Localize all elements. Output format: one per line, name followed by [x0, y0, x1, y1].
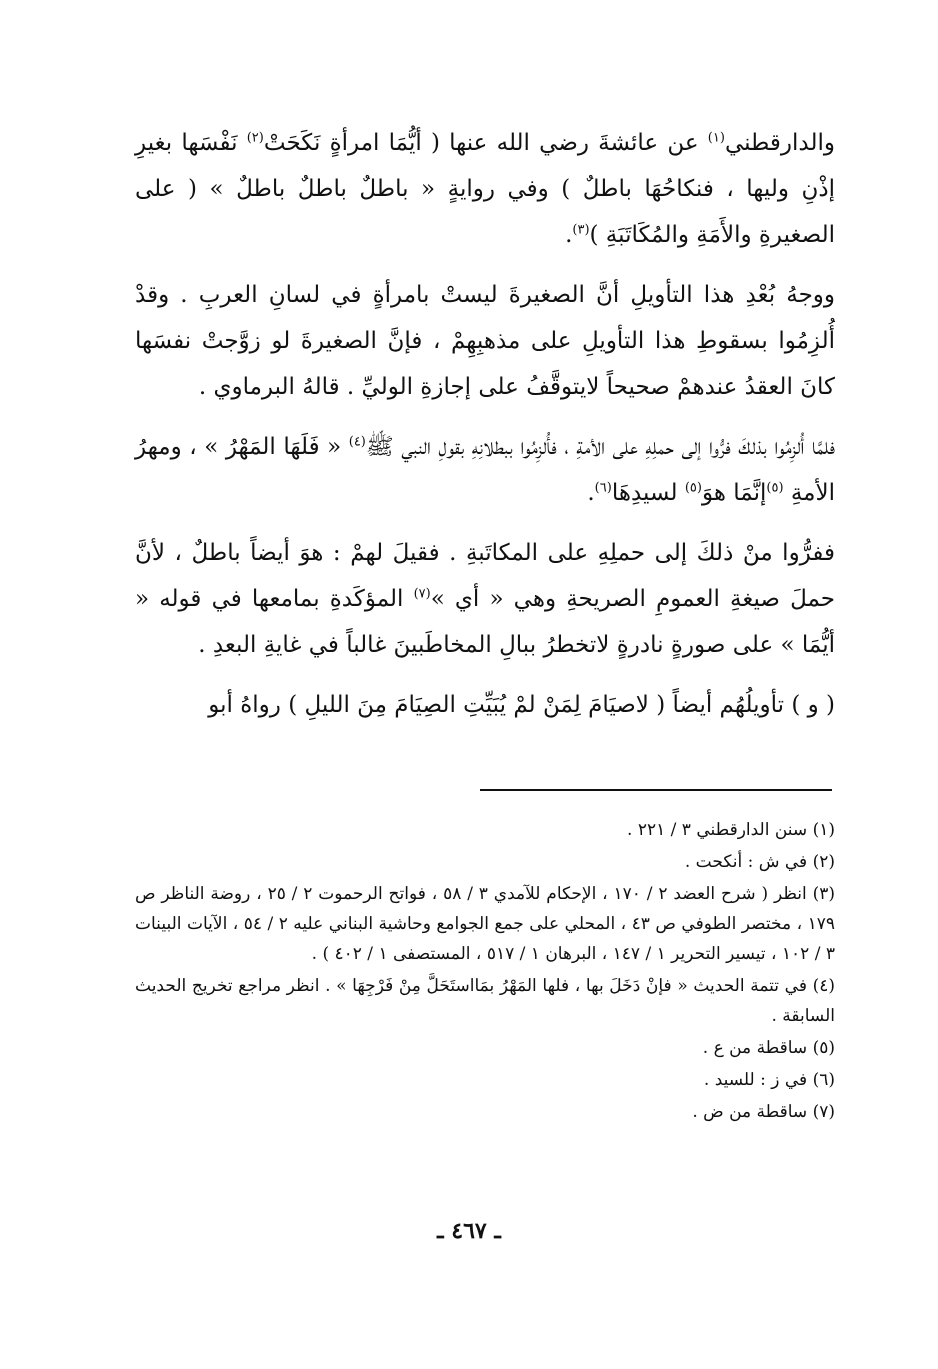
- text-segment: ووجهُ بُعْدِ هذا التأويلِ أنَّ الصغيرةَ ليستْ بامرأةٍ في لسانِ العربِ . وقدْ أُلزِمُوا بسقوطِ هذا التأويلِ على مذهبِهِمْ ، فإنَّ الصغيرةَ لو زوَّجتْ نفسَها كانَ العقدُ عندهمْ صحيحاً لايتوقَّفُ على إجازةِ الوليِّ . قالهُ البرماوي .: [135, 282, 835, 400]
- text-segment: فلمَّا أُلزِمُوا بذلكَ فرُّوا إلى حملِهِ على الأمةِ ، فأُلزِمُوا ببطلانِهِ بقولِ النبي ﷺ: [365, 434, 836, 460]
- page-number: ـ ٤٦٧ ـ: [437, 1218, 501, 1244]
- text-segment: ( و ) تأويلُهُم أيضاً ( لاصيَامَ لِمَنْ لمْ يُبَيِّتِ الصِيَامَ مِنَ الليلِ ) رواهُ أبو: [208, 692, 835, 718]
- main-text: [135, 120, 835, 742]
- footnote: (٥) ساقطة من ع .: [702, 1038, 835, 1058]
- footnote: (٣) انظر ( شرح العضد ٢ / ١٧٠ ، الإحكام للآمدي ٣ / ٥٨ ، فواتح الرحموت ٢ / ٢٥ ، روضة الناظر ص ١٧٩ ، مختصر الطوفي ص ٤٣ ، المحلي على جمع الجوامع وحاشية البناني عليه ٢ / ٥٤ ، الآيات البينات ٣ / ١٠٢ ، تيسير التحرير ١ / ١٤٧ ، البرهان ١ / ٥١٧ ، المستصفى ١ / ٤٠٢ ) .: [135, 884, 836, 964]
- footnote-ref: (٦): [594, 480, 612, 496]
- footnotes: [135, 815, 835, 1129]
- footnote-ref: (٥): [684, 480, 702, 496]
- paragraph: [135, 120, 835, 258]
- footnote-ref: (٣): [572, 222, 590, 238]
- text-segment: عن عائشةَ رضي الله عنها ( أيُّمَا امرأةٍ نَكَحَتْ: [263, 130, 708, 156]
- footnote: (٦) في ز : للسيد .: [703, 1070, 835, 1090]
- footnote-divider: [480, 789, 832, 791]
- paragraph: [135, 682, 835, 728]
- text-segment: لسيدِهَا: [611, 480, 685, 506]
- text-segment: « فَلَهَا المَهْرُ » ، ومهرُ الأمةِ: [135, 434, 835, 506]
- footnote: (٧) ساقطة من ض .: [692, 1102, 835, 1122]
- footnote: (٢) في ش : أنكحت .: [684, 852, 835, 872]
- footnote: (١) سنن الدارقطني ٣ / ٢٢١ .: [627, 820, 835, 840]
- paragraph: [135, 530, 835, 668]
- footnote-ref: (٢): [246, 130, 264, 146]
- footnote-ref: (٧): [413, 586, 431, 602]
- footnote-ref: (٤): [348, 434, 366, 450]
- text-segment: ففرُّوا منْ ذلكَ إلى حملِهِ على المكاتَبةِ . فقيلَ لهمْ : هوَ أيضاً باطلٌ ، لأنَّ حملَ صيغةِ العمومِ الصريحةِ وهي « أي »: [135, 540, 836, 612]
- text-segment: .: [587, 480, 595, 506]
- footnote-ref: (١): [707, 130, 725, 146]
- text-segment: .: [565, 222, 573, 248]
- text-segment: المؤكَدةِ بمامعها في قوله « أيُّمَا » على صورةٍ نادرةٍ لاتخطرُ ببالِ المخاطَبينَ غالباً في غايةِ البعدِ .: [135, 586, 835, 658]
- text-segment: والدارقطني: [724, 130, 835, 156]
- paragraph: [135, 424, 835, 516]
- text-segment: إنَّمَا هوَ: [701, 480, 767, 506]
- footnote-ref: (٥): [766, 480, 784, 496]
- footnote: (٤) في تتمة الحديث « فإنْ دَخَلَ بها ، فلها المَهْرُ بمَااستَحَلَّ مِنْ فَرْجِهَا » . انظر مراجع تخريج الحديث السابقة .: [135, 976, 835, 1026]
- paragraph: [135, 272, 835, 410]
- text-segment: نَفْسَها بغيرِ إذْنِ وليها ، فنكاحُهَا باطلٌ ) وفي روايةٍ « باطلٌ باطلٌ باطلٌ » ( على الصغيرةِ والأَمَةِ والمُكَاتَبَةِ ): [135, 130, 835, 248]
